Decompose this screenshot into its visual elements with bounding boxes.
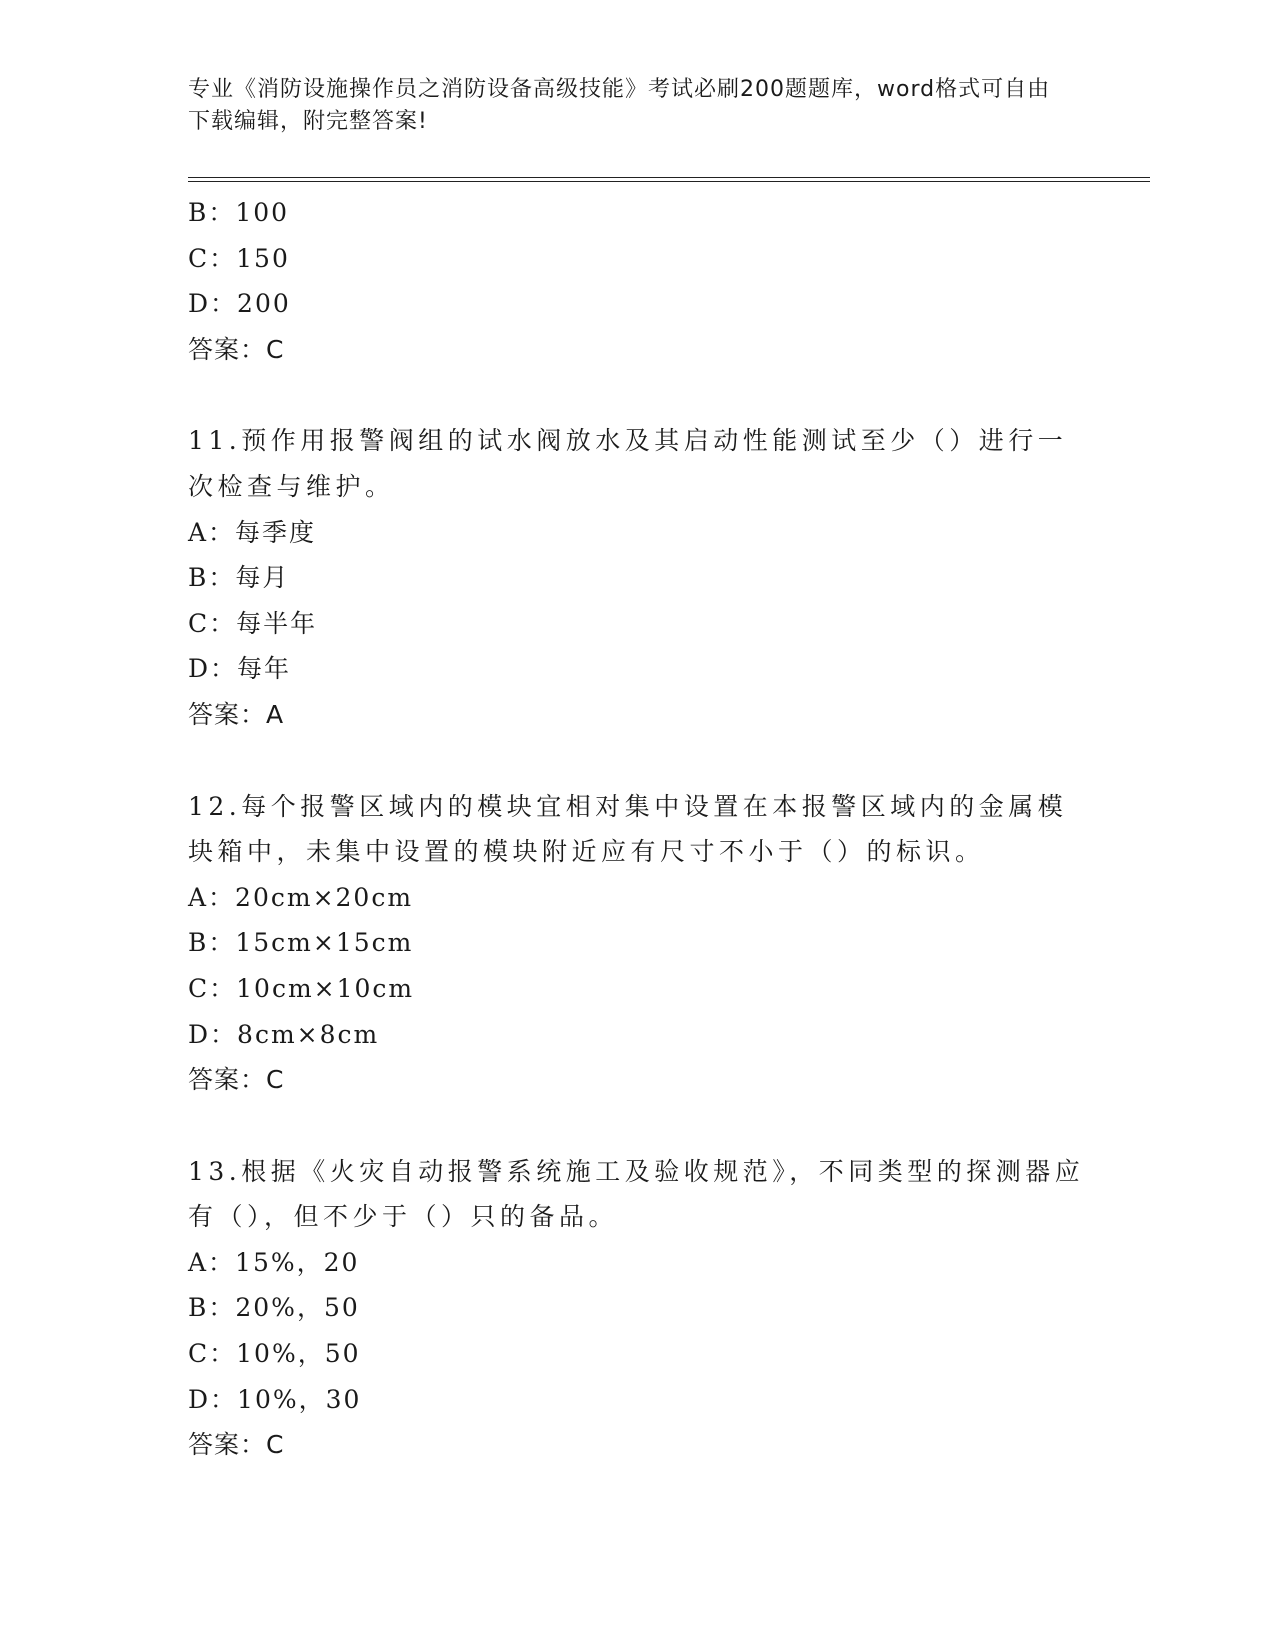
answer-line: 答案：C <box>188 334 285 364</box>
option-a: A：每季度 <box>188 517 317 547</box>
question-10-continuation <box>188 190 1088 372</box>
question-list <box>188 190 1088 1468</box>
header-divider-top <box>188 177 1150 178</box>
option-b: B：20%，50 <box>188 1293 360 1323</box>
answer-line: 答案：C <box>188 1065 285 1095</box>
question-text: 11.预作用报警阀组的试水阀放水及其启动性能测试至少（）进行一次检查与维护。 <box>188 426 1068 501</box>
answer-line: 答案：C <box>188 1430 285 1460</box>
option-c: C：150 <box>188 243 290 273</box>
option-a: A：15%，20 <box>188 1247 360 1277</box>
question-12 <box>188 784 1088 1103</box>
option-b: B：15cm×15cm <box>188 928 414 958</box>
option-d: D：8cm×8cm <box>188 1019 380 1049</box>
answer-line: 答案：A <box>188 699 285 729</box>
option-d: D：每年 <box>188 654 292 684</box>
option-a: A：20cm×20cm <box>188 882 414 912</box>
option-d: D：10%，30 <box>188 1384 362 1414</box>
option-c: C：10cm×10cm <box>188 973 415 1003</box>
question-text: 12.每个报警区域内的模块宜相对集中设置在本报警区域内的金属模块箱中，未集中设置的模块附近应有尺寸不小于（）的标识。 <box>188 791 1068 867</box>
question-13 <box>188 1149 1088 1468</box>
option-c: C：10%，50 <box>188 1339 361 1369</box>
option-b: B：每月 <box>188 563 290 593</box>
option-b: B：100 <box>188 198 290 227</box>
option-c: C：每半年 <box>188 608 318 638</box>
document-header: 专业《消防设施操作员之消防设备高级技能》考试必刷200题题库，word格式可自由下载编辑，附完整答案! <box>188 77 1051 134</box>
question-11 <box>188 418 1088 737</box>
question-text: 13.根据《火灾自动报警系统施工及验收规范》，不同类型的探测器应有（），但不少于（）只的备品。 <box>188 1156 1085 1232</box>
option-d: D：200 <box>188 289 291 319</box>
header-divider-bottom <box>188 181 1150 182</box>
